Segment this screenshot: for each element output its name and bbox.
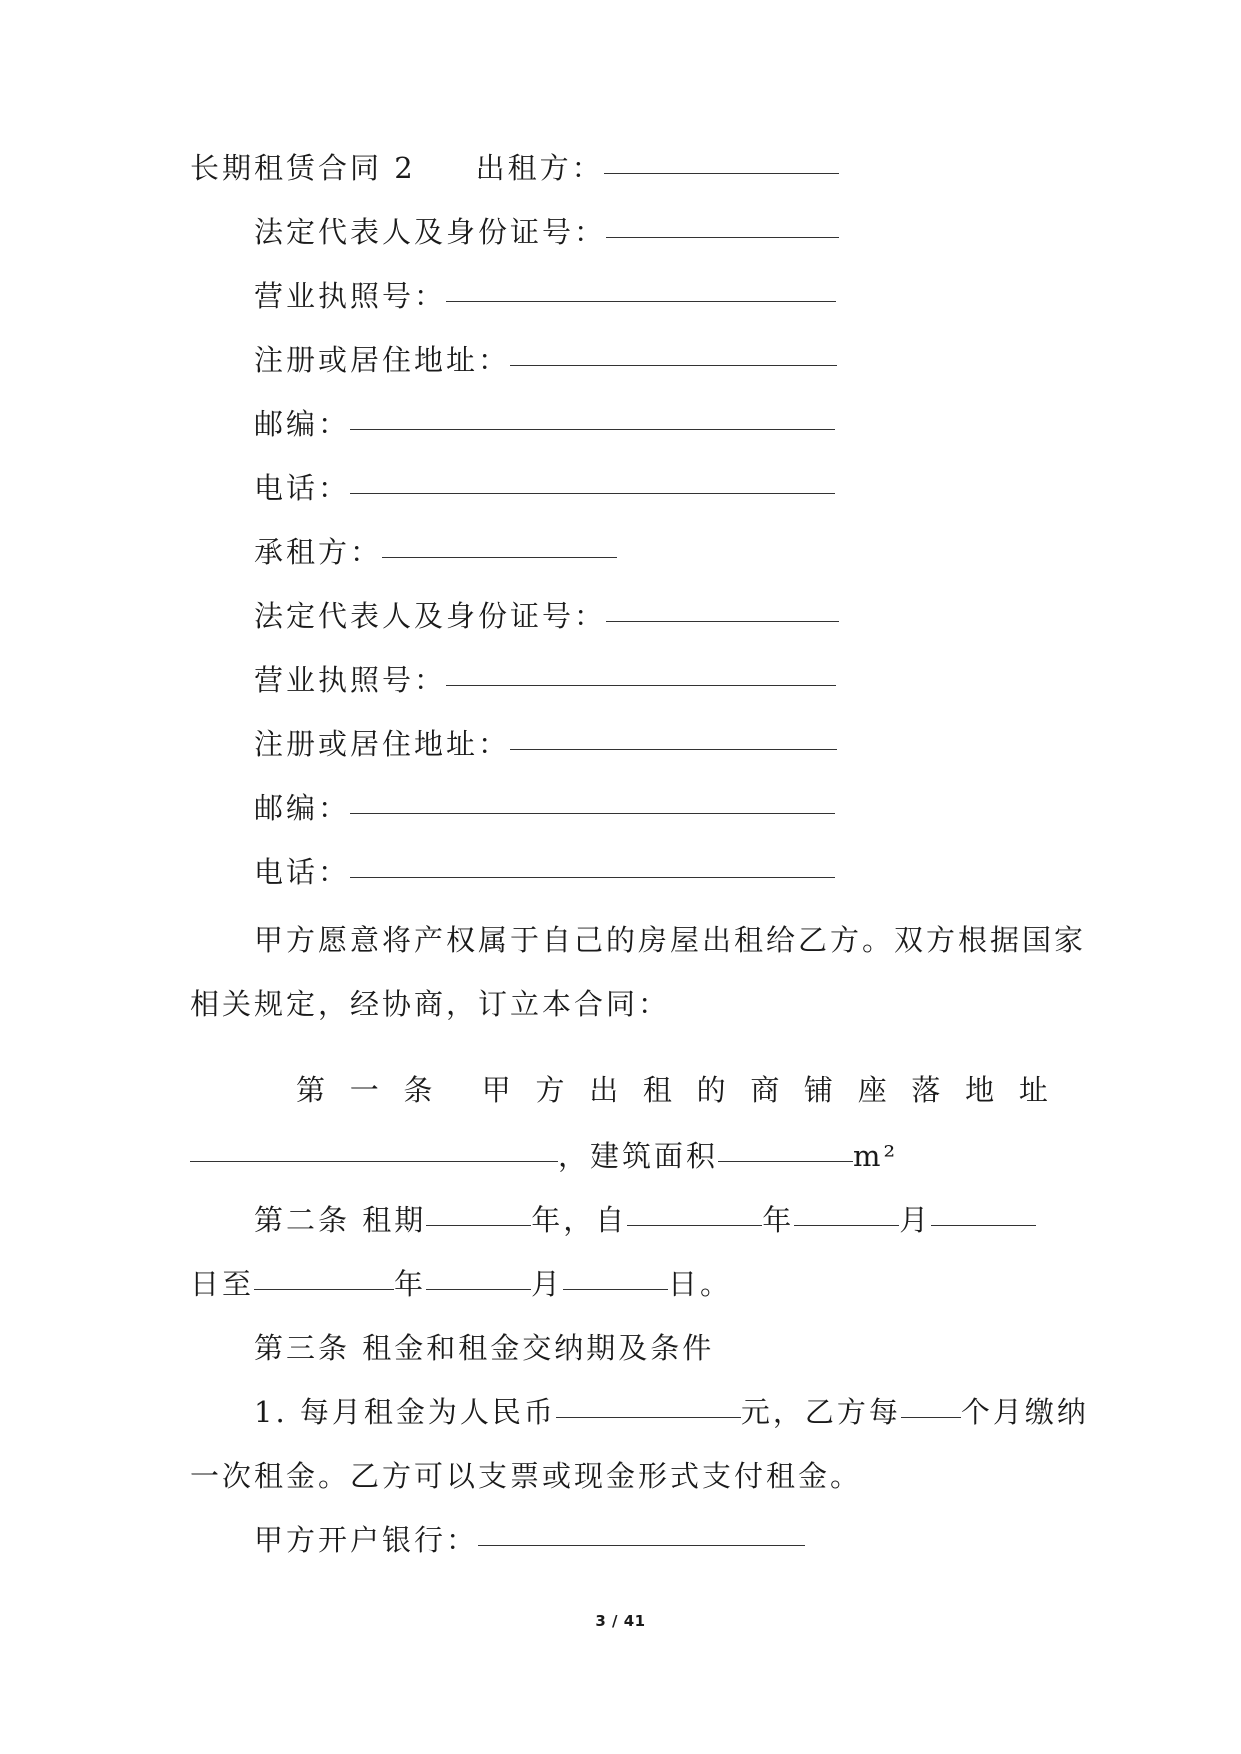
article-char: 商 [750,1073,780,1107]
title-line [190,148,839,188]
article-3-title [254,1328,714,1368]
text: 年，自 [531,1203,628,1237]
lessee-postcode-blank[interactable] [350,789,835,814]
rent-line-1 [254,1392,1089,1432]
article-char: 落 [911,1073,941,1107]
text: 年 [394,1267,427,1301]
start-month-blank[interactable] [794,1201,899,1226]
text: 个月缴纳 [960,1395,1089,1429]
lessee-phone-blank[interactable] [350,853,835,878]
field-label: 邮编： [254,791,351,825]
lessor-address-blank[interactable] [510,341,837,366]
lessee-license-line [254,660,836,700]
article-1-line-1 [296,1070,1048,1110]
area-label: ，建筑面积 [558,1139,719,1173]
text: 元，乙方每 [740,1395,901,1429]
contract-title: 长期租赁合同 2 [190,151,416,185]
pay-interval-blank[interactable] [901,1393,961,1418]
text: 月 [531,1267,564,1301]
lessee-rep-line [254,596,839,636]
start-year-blank[interactable] [627,1201,762,1226]
field-label: 电话： [254,855,351,889]
text: 1. 每月租金为人民币 [254,1395,556,1429]
lessor-phone-blank[interactable] [350,469,835,494]
page-number: 3 / 41 [595,1612,646,1630]
intro-line-1 [254,920,1086,960]
end-day-blank[interactable] [563,1265,668,1290]
text: 日。 [668,1267,733,1301]
article-2-line-2 [190,1264,732,1304]
lessor-license-line [254,276,836,316]
paragraph-text: 相关规定，经协商，订立本合同： [190,987,671,1021]
term-years-blank[interactable] [426,1201,531,1226]
end-year-blank[interactable] [254,1265,394,1290]
paragraph-text: 一次租金。乙方可以支票或现金形式支付租金。 [190,1459,863,1493]
lessee-postcode-line [254,788,835,828]
article-char: 第 [296,1073,326,1107]
paragraph-text: 甲方愿意将产权属于自己的房屋出租给乙方。双方根据国家 [254,923,1087,957]
monthly-rent-blank[interactable] [556,1393,741,1418]
article-2-line-1 [254,1200,1036,1240]
article-label: 第二条 租期 [254,1203,427,1237]
rent-line-2 [190,1456,862,1496]
lessor-blank[interactable] [604,149,839,174]
article-char: 地 [965,1073,995,1107]
field-label: 邮编： [254,407,351,441]
intro-line-2 [190,984,670,1024]
article-char: 条 [403,1073,433,1107]
field-label: 法定代表人及身份证号： [254,599,607,633]
lessee-phone-line [254,852,835,892]
start-day-blank[interactable] [931,1201,1036,1226]
field-label: 营业执照号： [254,279,447,313]
article-char: 一 [349,1073,379,1107]
lessee-label: 承租方： [254,535,383,569]
lessee-license-blank[interactable] [446,661,836,686]
lessor-address-line [254,340,837,380]
lessor-license-blank[interactable] [446,277,836,302]
area-unit: m² [853,1139,899,1173]
lessee-address-line [254,724,837,764]
lessee-blank[interactable] [382,533,617,558]
text: 日至 [190,1267,255,1301]
article-char: 的 [696,1073,726,1107]
article-char: 租 [642,1073,672,1107]
article-char: 方 [535,1073,565,1107]
article-char: 甲 [481,1073,511,1107]
field-label: 法定代表人及身份证号： [254,215,607,249]
lessor-postcode-line [254,404,835,444]
end-month-blank[interactable] [426,1265,531,1290]
lessor-rep-blank[interactable] [606,213,839,238]
text: 月 [899,1203,932,1237]
shop-address-blank[interactable] [190,1137,558,1162]
article-char: 址 [1018,1073,1048,1107]
bank-line [254,1520,805,1560]
lessor-label: 出租方： [475,151,604,185]
field-label: 营业执照号： [254,663,447,697]
article-1-line-2 [190,1136,898,1176]
text: 年 [762,1203,795,1237]
article-label: 第三条 租金和租金交纳期及条件 [254,1331,715,1365]
field-label: 电话： [254,471,351,505]
area-blank[interactable] [718,1137,853,1162]
lessee-address-blank[interactable] [510,725,837,750]
article-char: 铺 [804,1073,834,1107]
bank-blank[interactable] [478,1521,805,1546]
lessor-postcode-blank[interactable] [350,405,835,430]
field-label: 注册或居住地址： [254,343,511,377]
article-char: 出 [589,1073,619,1107]
lessor-phone-line [254,468,835,508]
lessee-line [254,532,617,572]
field-label: 注册或居住地址： [254,727,511,761]
lessee-rep-blank[interactable] [606,597,839,622]
field-label: 甲方开户银行： [254,1523,479,1557]
article-char: 座 [857,1073,887,1107]
lessor-rep-line [254,212,839,252]
